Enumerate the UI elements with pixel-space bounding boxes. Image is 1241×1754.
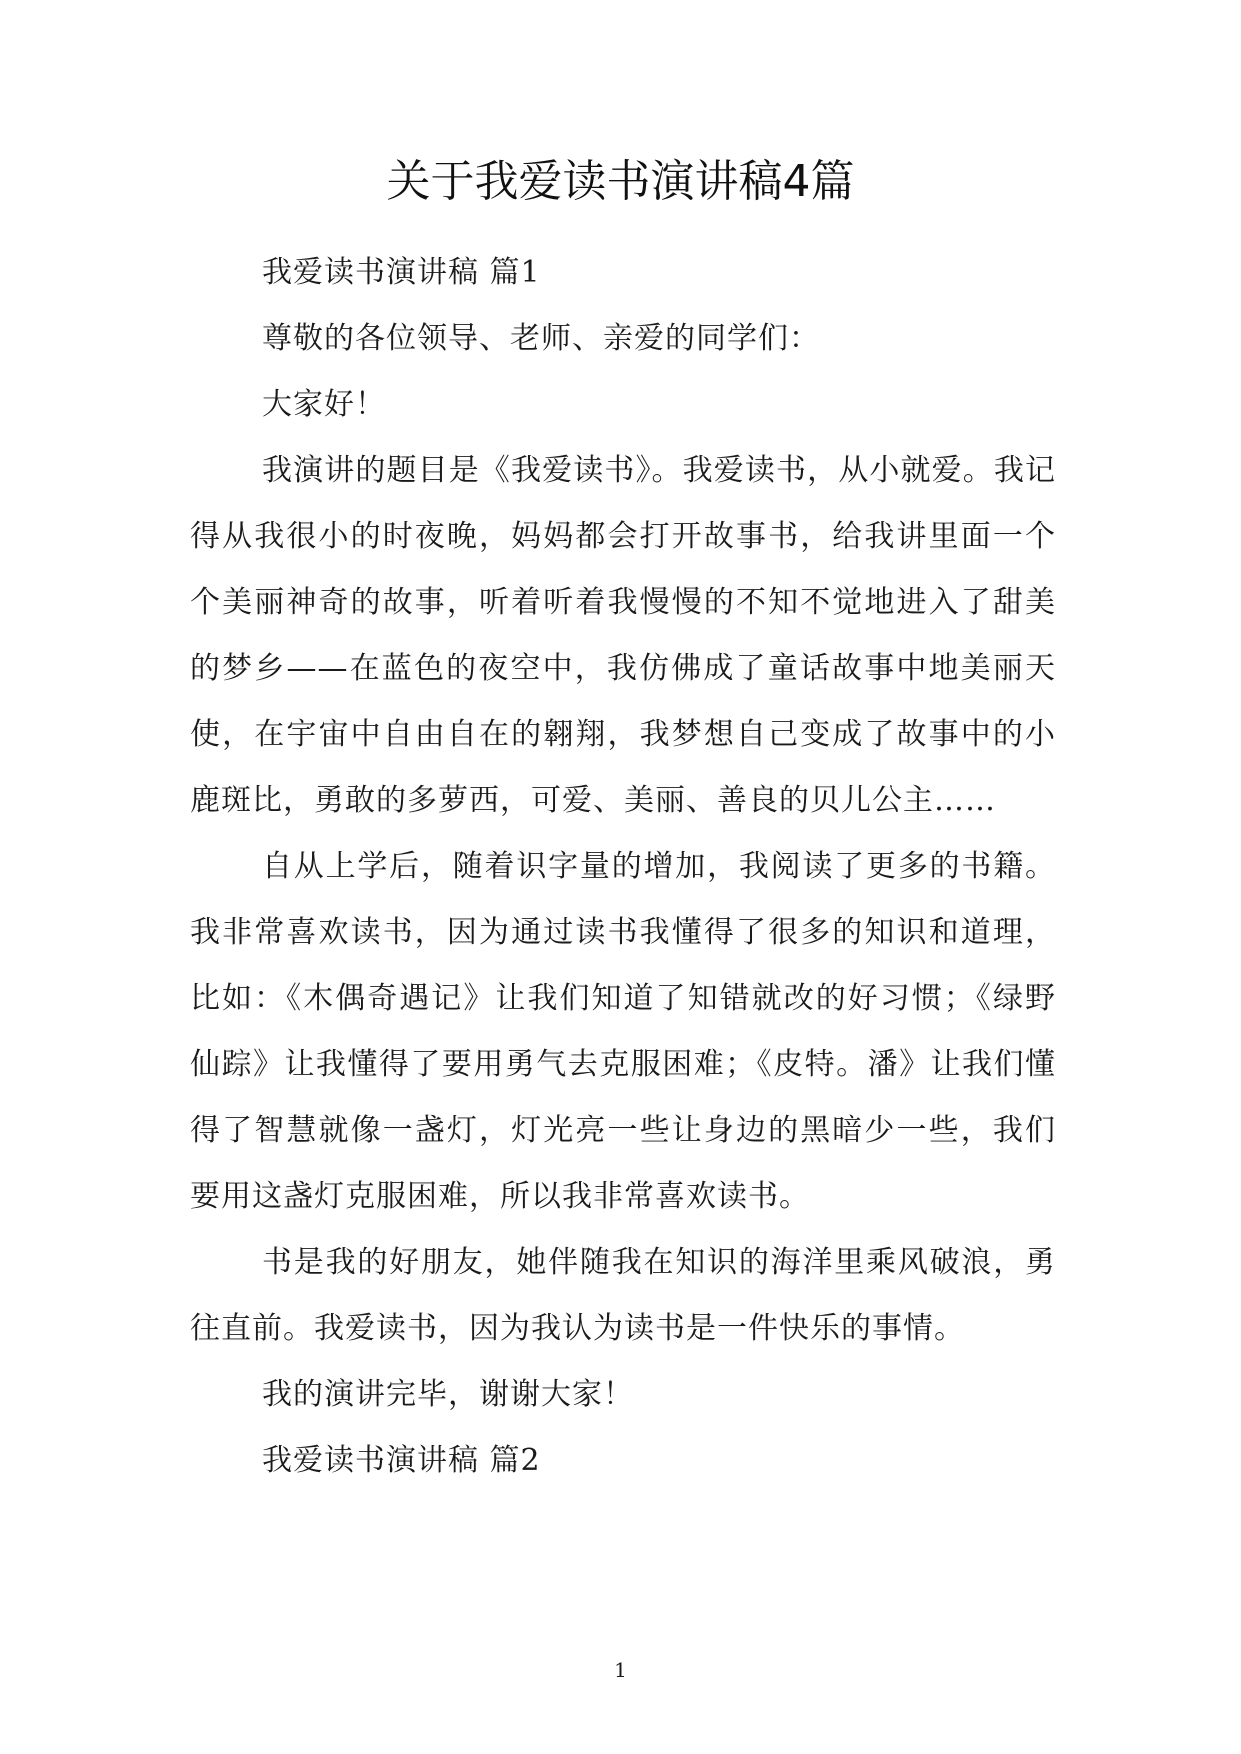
- greeting: 大家好！: [262, 387, 386, 422]
- section-heading-1: 我爱读书演讲稿 篇1: [262, 255, 541, 290]
- document-title: 关于我爱读书演讲稿4篇: [386, 156, 855, 207]
- closing: 我的演讲完毕，谢谢大家！: [262, 1377, 634, 1412]
- paragraph-3: 书是我的好朋友，她伴随我在知识的海洋里乘风破浪，勇往直前。我爱读书，因为我认为读书是一件快乐的事情。: [190, 1245, 1056, 1346]
- salutation: 尊敬的各位领导、老师、亲爱的同学们：: [262, 321, 820, 356]
- paragraph-1: 我演讲的题目是《我爱读书》。我爱读书，从小就爱。我记得从我很小的时夜晚，妈妈都会打开故事书，给我讲里面一个个美丽神奇的故事，听着听着我慢慢的不知不觉地进入了甜美的梦乡——在蓝色的夜空中，我仿佛成了童话故事中地美丽天使，在宇宙中自由自在的翱翔，我梦想自己变成了故事中的小鹿斑比，勇敢的多萝西，可爱、美丽、善良的贝儿公主……: [190, 453, 1056, 818]
- document-body: [190, 240, 1056, 1494]
- page-number: 1: [614, 1658, 627, 1682]
- paragraph-2: 自从上学后，随着识字量的增加，我阅读了更多的书籍。我非常喜欢读书，因为通过读书我懂得了很多的知识和道理，比如：《木偶奇遇记》让我们知道了知错就改的好习惯；《绿野仙踪》让我懂得了要用勇气去克服困难；《皮特。潘》让我们懂得了智慧就像一盏灯，灯光亮一些让身边的黑暗少一些，我们要用这盏灯克服困难，所以我非常喜欢读书。: [190, 849, 1056, 1214]
- section-heading-2: 我爱读书演讲稿 篇2: [262, 1443, 541, 1478]
